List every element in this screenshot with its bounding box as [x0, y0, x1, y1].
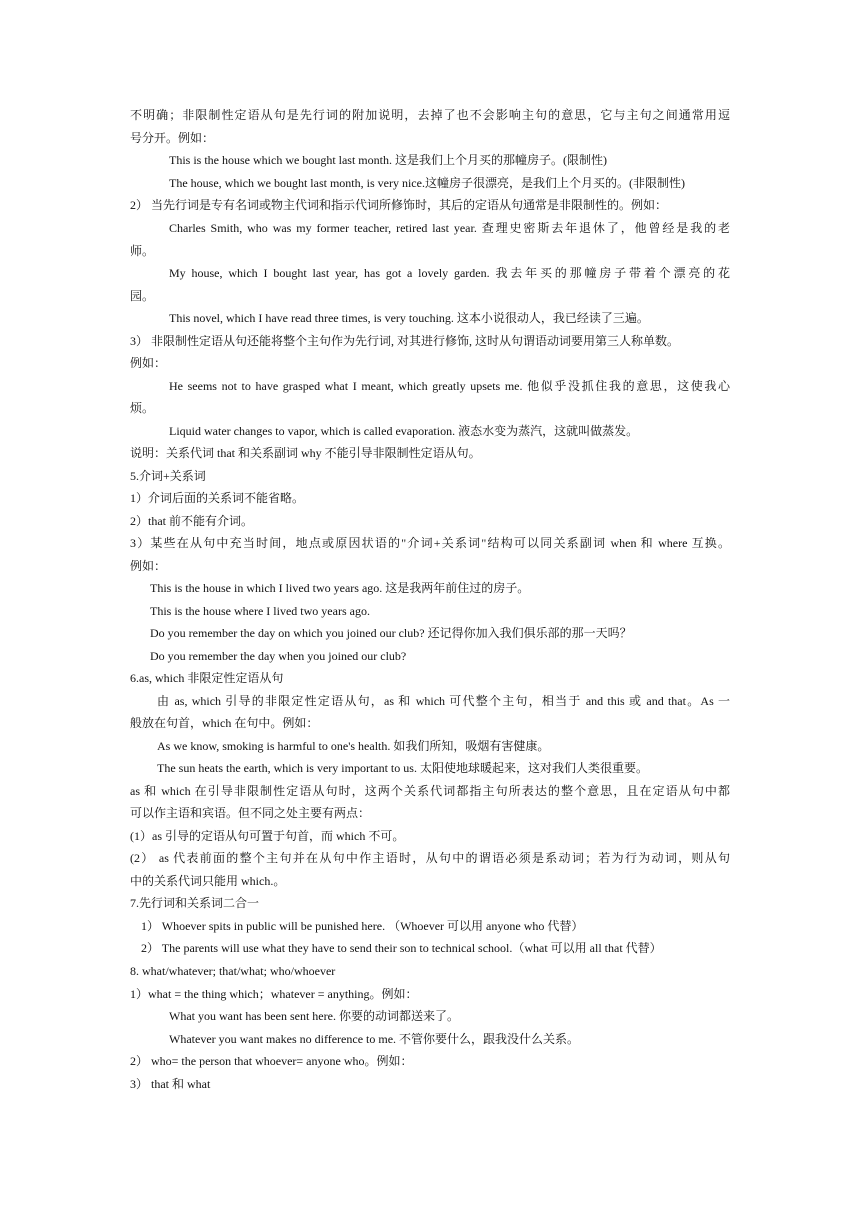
text-line: 例如： — [130, 559, 167, 573]
text-line: 不明确；非限制性定语从句是先行词的附加说明，去掉了也不会影响主句的意思，它与主句之间通常用逗 — [130, 108, 730, 122]
example-sentence: What you want has been sent here. 你要的动词都送来了。 — [169, 1009, 459, 1023]
example-sentence: Charles Smith, who was my former teacher, retired last year. 查理史密斯去年退休了，他曾经是我的老 — [169, 221, 730, 235]
rule-item: 2） The parents will use what they have to send their son to technical school.（what 可以用 all that 代替） — [141, 941, 662, 955]
text-line: as 和 which 在引导非限制性定语从句时，这两个关系代词都指主句所表达的整个意思，且在定语从句中都 — [130, 784, 730, 798]
text-line: 中的关系代词只能用 which.。 — [130, 874, 286, 888]
text-line: 例如： — [130, 356, 167, 370]
text-line: 园。 — [130, 289, 155, 303]
example-sentence: The sun heats the earth, which is very important to us. 太阳使地球暖起来，这对我们人类很重要。 — [157, 761, 648, 775]
rule-item: 2） who= the person that whoever= anyone who。例如： — [130, 1054, 413, 1068]
example-sentence: Do you remember the day on which you joined our club? 还记得你加入我们俱乐部的那一天吗？ — [150, 626, 632, 640]
rule-item: (1）as 引导的定语从句可置于句首，而 which 不可。 — [130, 829, 405, 843]
example-sentence: Do you remember the day when you joined our club? — [150, 649, 407, 663]
rule-item: 1）what = the thing which；whatever = anything。例如： — [130, 987, 418, 1001]
example-sentence: He seems not to have grasped what I meant, which greatly upsets me. 他似乎没抓住我的意思，这使我心 — [169, 379, 730, 393]
example-sentence: As we know, smoking is harmful to one's health. 如我们所知，吸烟有害健康。 — [157, 739, 550, 753]
section-heading: 7.先行词和关系词二合一 — [130, 896, 260, 910]
text-line: 由 as, which 引导的非限定性定语从句，as 和 which 可代整个主句，相当于 and this 或 and that。As 一 — [157, 694, 730, 708]
rule-item: (2） as 代表前面的整个主句并在从句中作主语时，从句中的谓语必须是系动词；若为行为动词，则从句 — [130, 851, 730, 865]
text-line: 烦。 — [130, 401, 155, 415]
text-line: 可以作主语和宾语。但不同之处主要有两点： — [130, 806, 371, 820]
rule-item: 3）某些在从句中充当时间，地点或原因状语的"介词+关系词"结构可以同关系副词 when 和 where 互换。 — [130, 536, 730, 550]
rule-item: 2） 当先行词是专有名词或物主代词和指示代词所修饰时，其后的定语从句通常是非限制性的。例如： — [130, 198, 668, 212]
section-heading: 5.介词+关系词 — [130, 469, 206, 483]
example-sentence: Liquid water changes to vapor, which is called evaporation. 液态水变为蒸汽，这就叫做蒸发。 — [169, 424, 639, 438]
text-line: 号分开。例如： — [130, 131, 215, 145]
section-heading: 6.as, which 非限定性定语从句 — [130, 671, 284, 685]
example-sentence: My house, which I bought last year, has got a lovely garden. 我去年买的那幢房子带着个漂亮的花 — [169, 266, 730, 280]
text-line: 般放在句首，which 在句中。例如： — [130, 716, 319, 730]
rule-item: 2）that 前不能有介词。 — [130, 514, 253, 528]
rule-item: 3） that 和 what — [130, 1077, 211, 1091]
rule-item: 1）介词后面的关系词不能省略。 — [130, 491, 305, 505]
example-sentence: This is the house where I lived two years ago. — [150, 604, 370, 618]
note-line: 说明：关系代词 that 和关系副词 why 不能引导非限制性定语从句。 — [130, 446, 481, 460]
text-line: 师。 — [130, 244, 155, 258]
example-sentence: This novel, which I have read three times, is very touching. 这本小说很动人，我已经读了三遍。 — [169, 311, 649, 325]
example-sentence: Whatever you want makes no difference to me. 不管你要什么，跟我没什么关系。 — [169, 1032, 580, 1046]
rule-item: 3） 非限制性定语从句还能将整个主句作为先行词, 对其进行修饰, 这时从句谓语动词要用第三人称单数。 — [130, 334, 680, 348]
section-heading: 8. what/whatever; that/what; who/whoever — [130, 964, 336, 978]
example-sentence: This is the house in which I lived two years ago. 这是我两年前住过的房子。 — [150, 581, 530, 595]
example-sentence: The house, which we bought last month, is very nice.这幢房子很漂亮，是我们上个月买的。(非限制性) — [169, 176, 685, 190]
rule-item: 1） Whoever spits in public will be punished here. （Whoever 可以用 anyone who 代替） — [141, 919, 584, 933]
example-sentence: This is the house which we bought last month. 这是我们上个月买的那幢房子。(限制性) — [169, 153, 607, 167]
